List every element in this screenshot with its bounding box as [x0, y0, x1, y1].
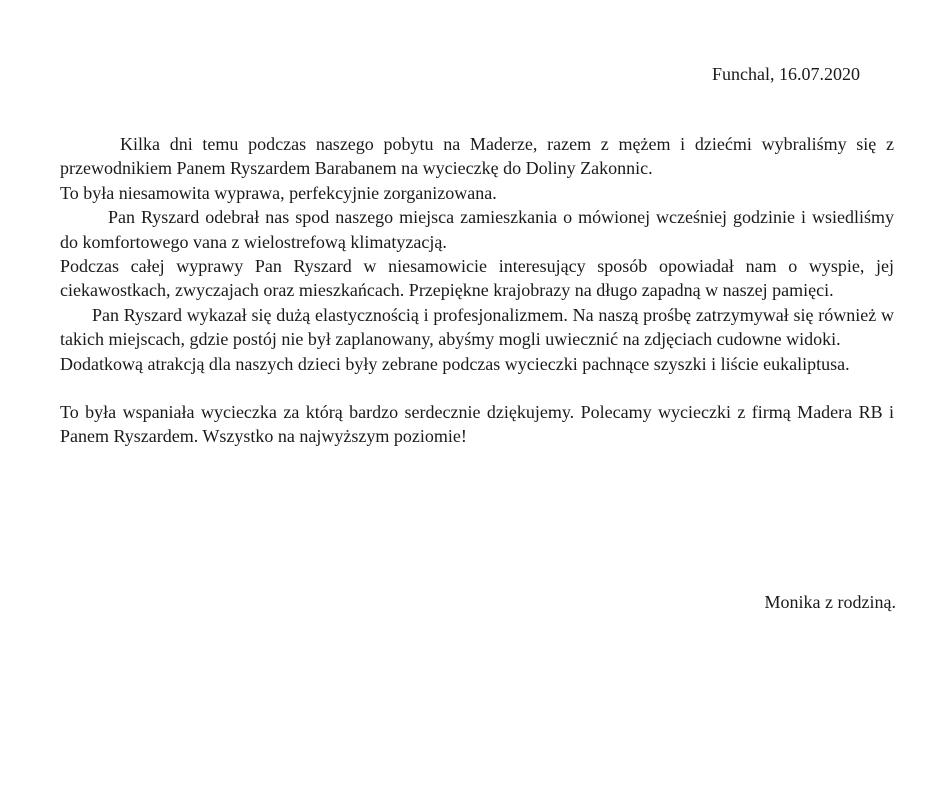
- paragraph-trip-intro: Kilka dni temu podczas naszego pobytu na Maderze, razem z mężem i dziećmi wybraliśmy się z przewodnikiem Panem Ryszardem Barabanem na wycieczkę do Doliny Zakonnic.: [60, 134, 894, 179]
- signature: Monika z rodziną.: [764, 592, 896, 612]
- paragraph-pickup: Pan Ryszard odebrał nas spod naszego miejsca zamieszkania o mówionej wcześniej godzinie i wsiedliśmy do komfortowego vana z wielostrefową klimatyzacją.: [60, 207, 894, 252]
- place-date: Funchal, 16.07.2020: [712, 64, 860, 84]
- letter-body: [60, 132, 894, 449]
- paragraph-flexibility: Pan Ryszard wykazał się dużą elastycznością i profesjonalizmem. Na naszą prośbę zatrzymywał się również w takich miejscach, gdzie postój nie był zaplanowany, abyśmy mogli uwiecznić na zdjęciach cudowne widoki.: [60, 304, 894, 350]
- paragraph-guide-stories: Podczas całej wyprawy Pan Ryszard w niesamowicie interesujący sposób opowiadał nam o wyspie, jej ciekawostkach, zwyczajach oraz mieszkańcach. Przepiękne krajobrazy na długo zapadną w naszej pamięci.: [60, 256, 894, 301]
- paragraph-trip-summary: To była niesamowita wyprawa, perfekcyjnie zorganizowana.: [60, 182, 497, 203]
- paragraph-recommendation: To była wspaniała wycieczka za którą bardzo serdecznie dziękujemy. Polecamy wycieczki z firmą Madera RB i Panem Ryszardem. Wszystko na najwyższym poziomie!: [60, 402, 894, 447]
- paragraph-spacer: [60, 376, 894, 400]
- paragraph-kids-attraction: Dodatkową atrakcją dla naszych dzieci były zebrane podczas wycieczki pachnące szyszki i liście eukaliptusa.: [60, 353, 850, 374]
